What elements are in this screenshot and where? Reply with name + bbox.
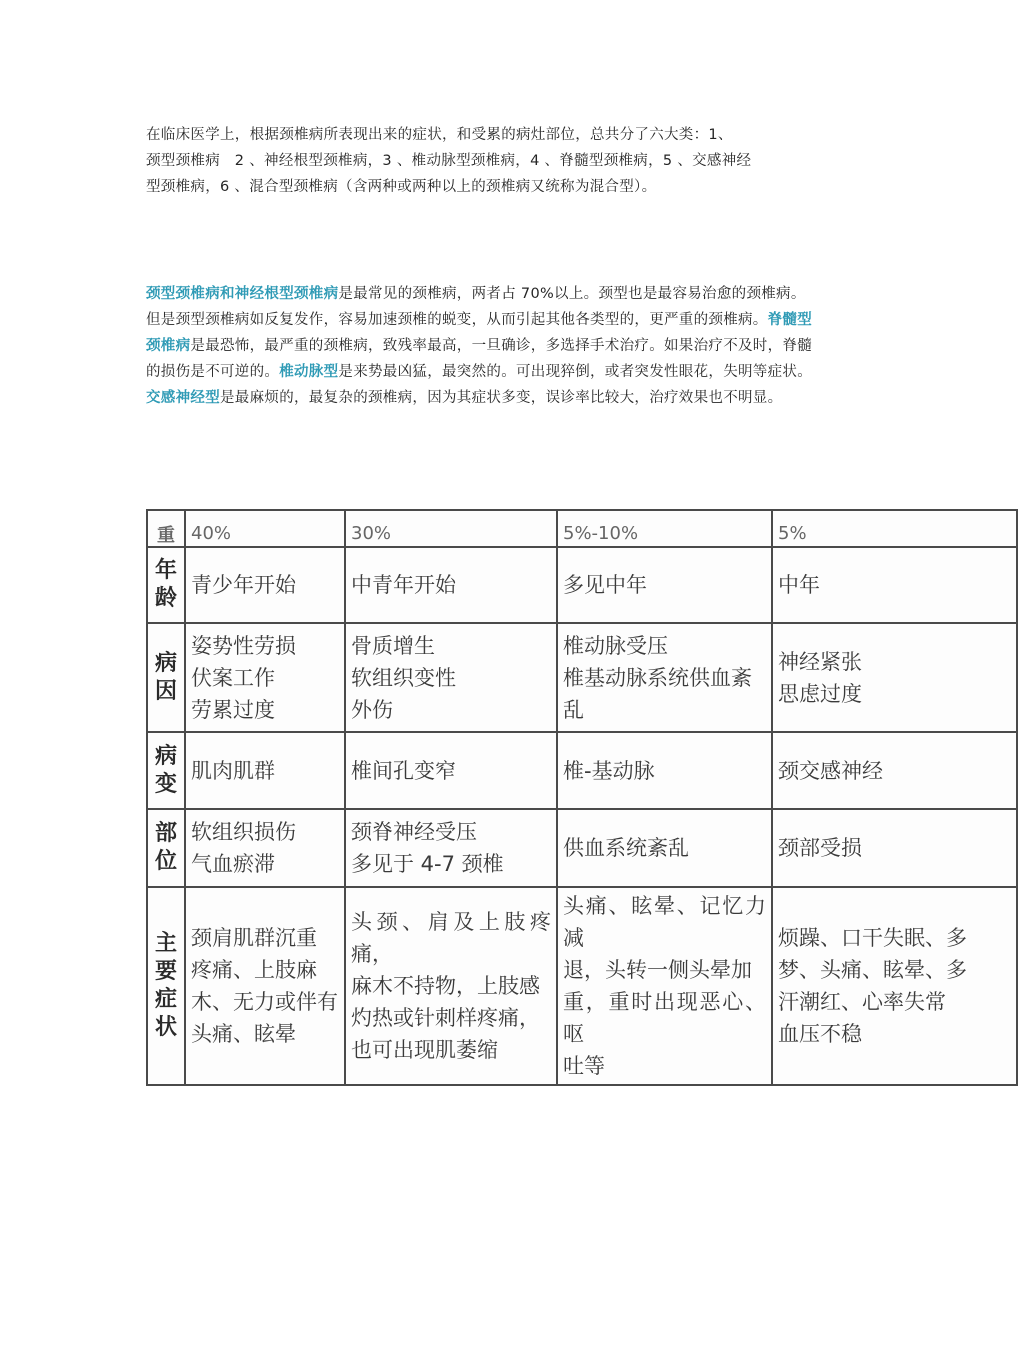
highlight-spinal-cord-type: 脊髓型颈椎病 (146, 312, 813, 354)
row-header: 病 变 (147, 732, 185, 809)
table-cell: 颈肩肌群沉重 疼痛、上肢麻 木、无力或伴有 头痛、眩晕 (185, 887, 345, 1085)
table-cell: 青少年开始 (185, 547, 345, 623)
highlight-vertebral-artery-type: 椎动脉型 (279, 364, 339, 380)
table-cell: 颈脊神经受压 多见于 4-7 颈椎 (345, 809, 557, 887)
table-cell: 软组织损伤 气血瘀滞 (185, 809, 345, 887)
table-cell: 5%-10% (557, 510, 772, 547)
types-paragraph (146, 281, 816, 411)
comparison-table-image (146, 509, 967, 1078)
intro-line-1: 在临床医学上，根据颈椎病所表现出来的症状，和受累的病灶部位，总共分了六大类：1、 (146, 127, 733, 143)
table-cell: 烦躁、口干失眠、多 梦、头痛、眩晕、多 汗潮红、心率失常 血压不稳 (772, 887, 1017, 1085)
text-common-types: 是最常见的颈椎病，两者占 70%以上。颈型也是最容易治愈的颈椎病。但是颈型颈椎病如反复发作，容易加速颈椎的蜕变，从而引起其他各类型的，更严重的颈椎病。 (146, 286, 806, 328)
table-row (147, 623, 1017, 732)
table-cell: 30% (345, 510, 557, 547)
table-cell: 颈部受损 (772, 809, 1017, 887)
table-cell: 头颈、肩及上肢疼痛， 麻木不持物，上肢感 灼热或针刺样疼痛， 也可出现肌萎缩 (345, 887, 557, 1085)
table-cell: 骨质增生 软组织变性 外伤 (345, 623, 557, 732)
table-cell: 40% (185, 510, 345, 547)
table-cell: 肌肉肌群 (185, 732, 345, 809)
row-header: 病 因 (147, 623, 185, 732)
text-spinal-cord-type: 是最恐怖，最严重的颈椎病，致残率最高，一旦确诊，多选择手术治疗。如果治疗不及时，脊髓的损伤是不可逆的。 (146, 338, 813, 380)
row-header: 重 (147, 510, 185, 547)
highlight-cervical-and-nerve-root: 颈型颈椎病和神经根型颈椎病 (146, 286, 339, 302)
table-cell: 神经紧张 思虑过度 (772, 623, 1017, 732)
intro-line-3: 型颈椎病，6 、混合型颈椎病（含两种或两种以上的颈椎病又统称为混合型）。 (146, 179, 657, 195)
intro-line-2: 颈型颈椎病 2 、神经根型颈椎病，3 、椎动脉型颈椎病，4 、脊髓型颈椎病，5 、交感神经 (146, 153, 752, 169)
table-cell: 椎-基动脉 (557, 732, 772, 809)
table-row (147, 547, 1017, 623)
table-cell: 中年 (772, 547, 1017, 623)
row-header: 部 位 (147, 809, 185, 887)
table-cell: 椎间孔变窄 (345, 732, 557, 809)
table-cell: 椎动脉受压 椎基动脉系统供血紊 乱 (557, 623, 772, 732)
table-cell: 头痛、眩晕、记忆力减 退，头转一侧头晕加 重，重时出现恶心、呕 吐等 (557, 887, 772, 1085)
table-cell: 姿势性劳损 伏案工作 劳累过度 (185, 623, 345, 732)
table-row (147, 887, 1017, 1085)
comparison-table (146, 509, 1018, 1086)
table-cell: 中青年开始 (345, 547, 557, 623)
table-cell: 供血系统紊乱 (557, 809, 772, 887)
text-vertebral-artery-type: 是来势最凶猛，最突然的。可出现猝倒，或者突发性眼花，失明等症状。 (338, 364, 813, 380)
row-header: 年 龄 (147, 547, 185, 623)
row-header: 主 要 症 状 (147, 887, 185, 1085)
highlight-sympathetic-type: 交感神经型 (146, 390, 220, 406)
text-sympathetic-type: 是最麻烦的，最复杂的颈椎病，因为其症状多变，误诊率比较大，治疗效果也不明显。 (220, 390, 783, 406)
intro-paragraph (146, 122, 816, 200)
table-row (147, 809, 1017, 887)
table-cell: 颈交感神经 (772, 732, 1017, 809)
table-row (147, 732, 1017, 809)
table-cell: 5% (772, 510, 1017, 547)
table-cell: 多见中年 (557, 547, 772, 623)
table-row (147, 510, 1017, 547)
